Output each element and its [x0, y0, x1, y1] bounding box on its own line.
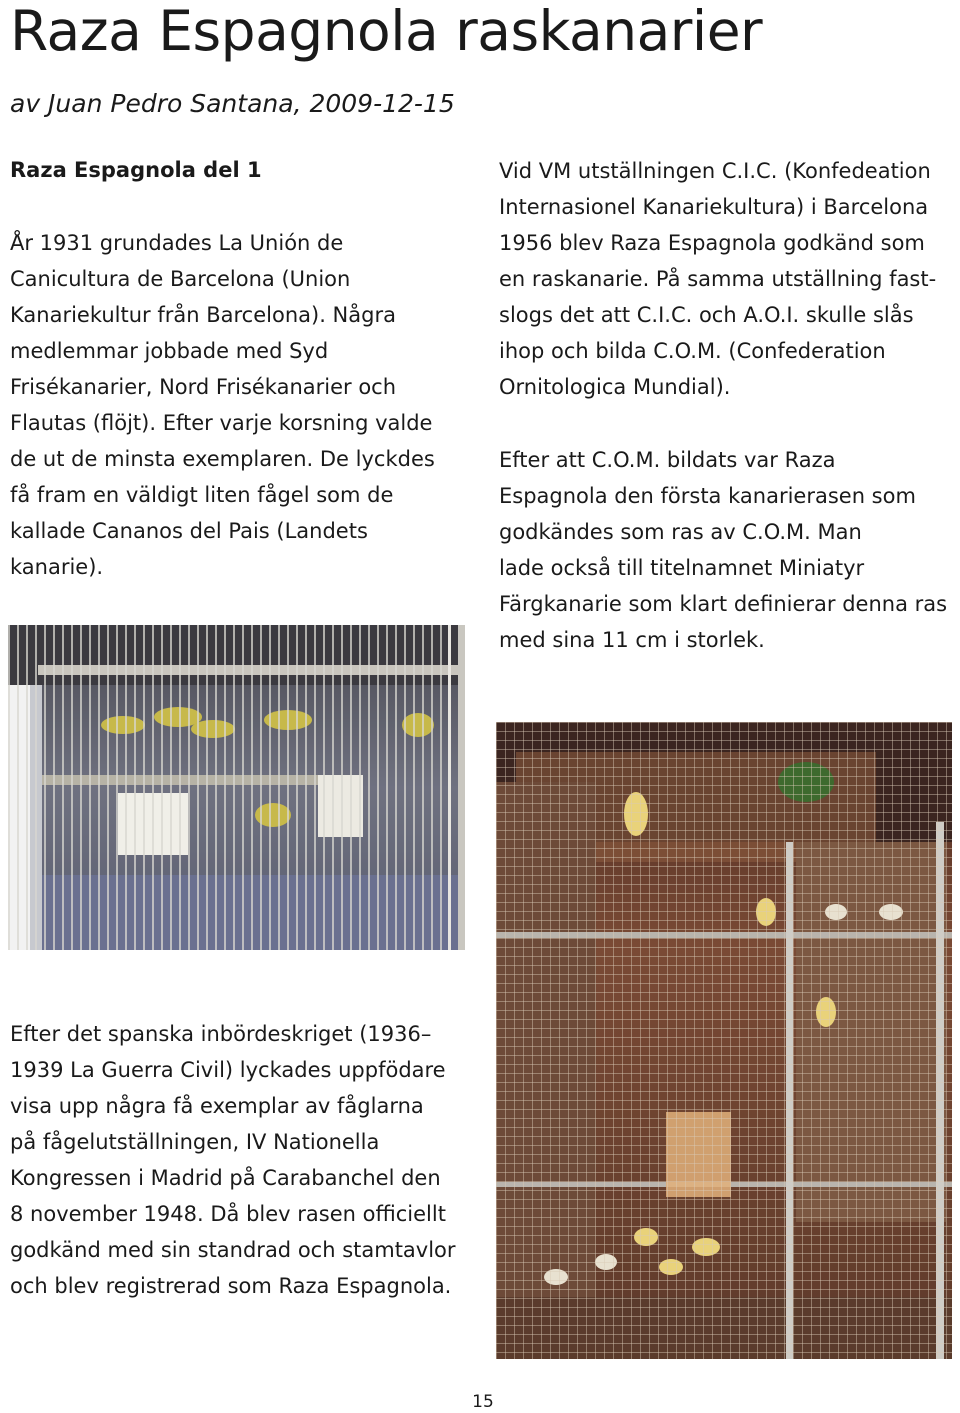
text-line: Canicultura de Barcelona (Union: [10, 267, 351, 291]
text-line: kanarie).: [10, 555, 104, 579]
text-line: Färgkanarie som klart definierar denna ras: [499, 592, 948, 616]
text-line: Kongressen i Madrid på Carabanchel den: [10, 1166, 441, 1190]
paragraph-com-recognition: [499, 442, 947, 658]
text-line: lade också till titelnamnet Miniatyr: [499, 556, 865, 580]
paragraph-world-show: [499, 153, 936, 405]
page-number: 15: [472, 1392, 494, 1412]
photo-canary-aviary: [496, 722, 952, 1359]
section-heading: Raza Espagnola del 1: [10, 158, 262, 182]
text-line: Internasionel Kanariekultura) i Barcelona: [499, 195, 929, 219]
text-line: kallade Cananos del Pais (Landets: [10, 519, 368, 543]
photo-canary-cage-exhibit: [8, 625, 465, 950]
text-line: 1939 La Guerra Civil) lyckades uppfödare: [10, 1058, 446, 1082]
text-line: ihop och bilda C.O.M. (Confederation: [499, 339, 886, 363]
text-line: en raskanarie. På samma utställning fast-: [499, 267, 937, 291]
text-line: Flautas (flöjt). Efter varje korsning valde: [10, 411, 433, 435]
text-line: de ut de minsta exemplaren. De lyckdes: [10, 447, 435, 471]
text-line: på fågelutställningen, IV Nationella: [10, 1130, 380, 1154]
page-title: Raza Espagnola raskanarier: [10, 0, 763, 63]
text-line: godkändes som ras av C.O.M. Man: [499, 520, 862, 544]
byline: av Juan Pedro Santana, 2009-12-15: [10, 89, 455, 118]
text-line: godkänd med sin standrad och stamtavlor: [10, 1238, 456, 1262]
text-line: medlemmar jobbade med Syd: [10, 339, 329, 363]
text-line: Efter att C.O.M. bildats var Raza: [499, 448, 836, 472]
text-line: År 1931 grundades La Unión de: [10, 231, 344, 255]
text-line: slogs det att C.I.C. och A.O.I. skulle slås: [499, 303, 914, 327]
paragraph-founding: [10, 225, 435, 585]
text-line: Kanariekultur från Barcelona). Några: [10, 303, 396, 327]
text-line: och blev registrerad som Raza Espagnola.: [10, 1274, 452, 1298]
text-line: Vid VM utställningen C.I.C. (Konfedeation: [499, 159, 931, 183]
text-line: 8 november 1948. Då blev rasen officiellt: [10, 1202, 446, 1226]
text-line: visa upp några få exemplar av fåglarna: [10, 1094, 424, 1118]
paragraph-civil-war: [10, 1016, 456, 1304]
text-line: med sina 11 cm i storlek.: [499, 628, 765, 652]
text-line: Espagnola den första kanarierasen som: [499, 484, 916, 508]
text-line: 1956 blev Raza Espagnola godkänd som: [499, 231, 925, 255]
text-line: få fram en väldigt liten fågel som de: [10, 483, 394, 507]
text-line: Frisékanarier, Nord Frisékanarier och: [10, 375, 397, 399]
text-line: Efter det spanska inbördeskriget (1936–: [10, 1022, 432, 1046]
text-line: Ornitologica Mundial).: [499, 375, 731, 399]
